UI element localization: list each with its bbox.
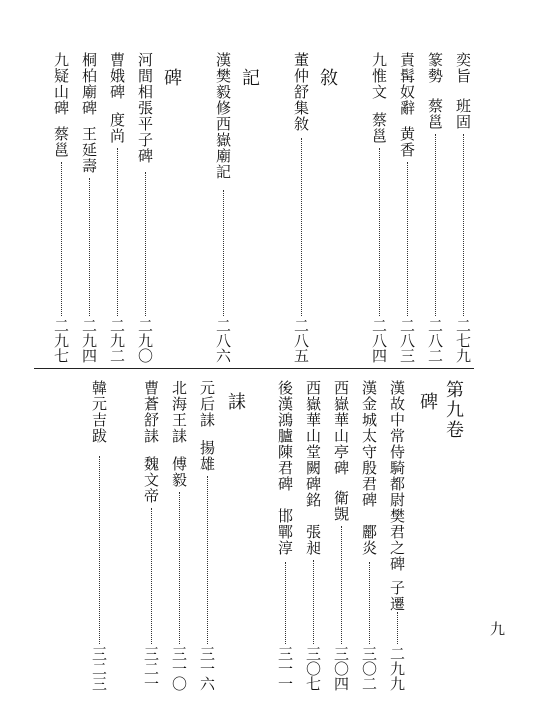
toc-entry-author: 王延壽 — [80, 126, 98, 174]
toc-entry-title: 韓元吉跋 — [90, 380, 108, 444]
toc-entry-page: 三〇七 — [304, 646, 322, 691]
toc-entry-page: 二八五 — [292, 318, 310, 363]
toc-entry-title: 奕旨 — [454, 52, 472, 84]
leader-dots — [117, 148, 118, 316]
toc-entry-title: 董仲舒集敘 — [292, 52, 310, 132]
toc-entry-page: 三一〇 — [170, 646, 188, 691]
leader-dots — [285, 562, 286, 644]
leader-dots — [407, 162, 408, 316]
toc-entry-author: 蔡邕 — [370, 112, 388, 144]
toc-entry-page: 三〇四 — [332, 646, 350, 691]
toc-entry-title: 河間相張平子碑 — [136, 52, 154, 164]
volume-heading: 第九卷 — [443, 380, 464, 440]
toc-entry-page: 二九七 — [52, 318, 70, 363]
toc-entry-author: 蔡邕 — [52, 126, 70, 158]
toc-entry-author: 酈炎 — [360, 524, 378, 556]
section-heading-lei: 誄 — [225, 392, 246, 412]
toc-entry-page: 二九四 — [80, 318, 98, 363]
toc-entry-author: 蔡邕 — [426, 98, 444, 130]
leader-dots — [207, 476, 208, 644]
toc-entry-title: 漢樊毅修西嶽廟記 — [214, 52, 232, 180]
toc-entry-title: 九疑山碑 — [52, 52, 70, 116]
toc-entry-title: 西嶽華山亭碑 — [332, 380, 350, 476]
toc-entry-author: 邯鄲淳 — [276, 508, 294, 556]
toc-entry-title: 元后誄 — [198, 380, 216, 428]
section-heading-xu: 敘 — [317, 68, 338, 88]
leader-dots — [61, 162, 62, 316]
toc-entry-author: 度尚 — [108, 112, 126, 144]
toc-entry-title: 曹蒼舒誄 — [142, 380, 160, 444]
toc-entry-page: 三二一 — [142, 646, 160, 691]
page-number: 九 — [490, 620, 506, 638]
toc-entry-page: 二九〇 — [136, 318, 154, 363]
toc-entry-page: 二八二 — [426, 318, 444, 363]
leader-dots — [379, 148, 380, 316]
toc-entry-author: 魏文帝 — [142, 456, 160, 504]
section-heading-ji: 記 — [239, 68, 260, 88]
leader-dots — [463, 134, 464, 316]
toc-entry-author: 傅毅 — [170, 456, 188, 488]
leader-dots — [313, 560, 314, 644]
toc-entry-title: 篆勢 — [426, 52, 444, 84]
leader-dots — [145, 172, 146, 316]
toc-entry-author: 張昶 — [304, 524, 322, 556]
leader-dots — [301, 138, 302, 316]
toc-entry-page: 二八三 — [398, 318, 416, 363]
leader-dots — [89, 178, 90, 316]
toc-entry-page: 三二三 — [90, 646, 108, 691]
toc-entry-title: 西嶽華山堂闕碑銘 — [304, 380, 322, 508]
toc-entry-page: 二七九 — [454, 318, 472, 363]
leader-dots — [223, 190, 224, 316]
toc-entry-page: 三〇二 — [360, 646, 378, 691]
toc-entry-title: 九惟文 — [370, 52, 388, 100]
toc-entry-page: 二八四 — [370, 318, 388, 363]
toc-entry-page: 二九九 — [388, 646, 406, 691]
toc-entry-page: 三一一 — [276, 646, 294, 691]
toc-entry-author: 子遷 — [388, 580, 406, 612]
toc-entry-title: 北海王誄 — [170, 380, 188, 444]
toc-entry-page: 三一六 — [198, 646, 216, 691]
toc-entry-author: 黄香 — [398, 126, 416, 158]
section-heading-bei: 碑 — [161, 68, 182, 88]
toc-entry-title: 漢金城太守殷君碑 — [360, 380, 378, 508]
toc-entry-title: 曹娥碑 — [108, 52, 126, 100]
leader-dots — [179, 492, 180, 644]
leader-dots — [99, 456, 100, 644]
toc-entry-author: 班固 — [454, 98, 472, 130]
leader-dots — [151, 508, 152, 644]
leader-dots — [435, 134, 436, 316]
section-heading-bei: 碑 — [417, 392, 438, 412]
toc-entry-title: 責髯奴辭 — [398, 52, 416, 116]
leader-dots — [397, 612, 398, 644]
leader-dots — [369, 562, 370, 644]
toc-entry-title: 漢故中常侍騎都尉樊君之碑 — [388, 380, 406, 572]
toc-entry-title: 後漢鴻臚陳君碑 — [276, 380, 294, 492]
toc-entry-page: 二九二 — [108, 318, 126, 363]
leader-dots — [341, 526, 342, 644]
toc-entry-author: 揚雄 — [198, 440, 216, 472]
toc-entry-page: 二八六 — [214, 318, 232, 363]
section-divider — [34, 368, 474, 369]
toc-entry-title: 桐柏廟碑 — [80, 52, 98, 116]
toc-entry-author: 衛覬 — [332, 490, 350, 522]
